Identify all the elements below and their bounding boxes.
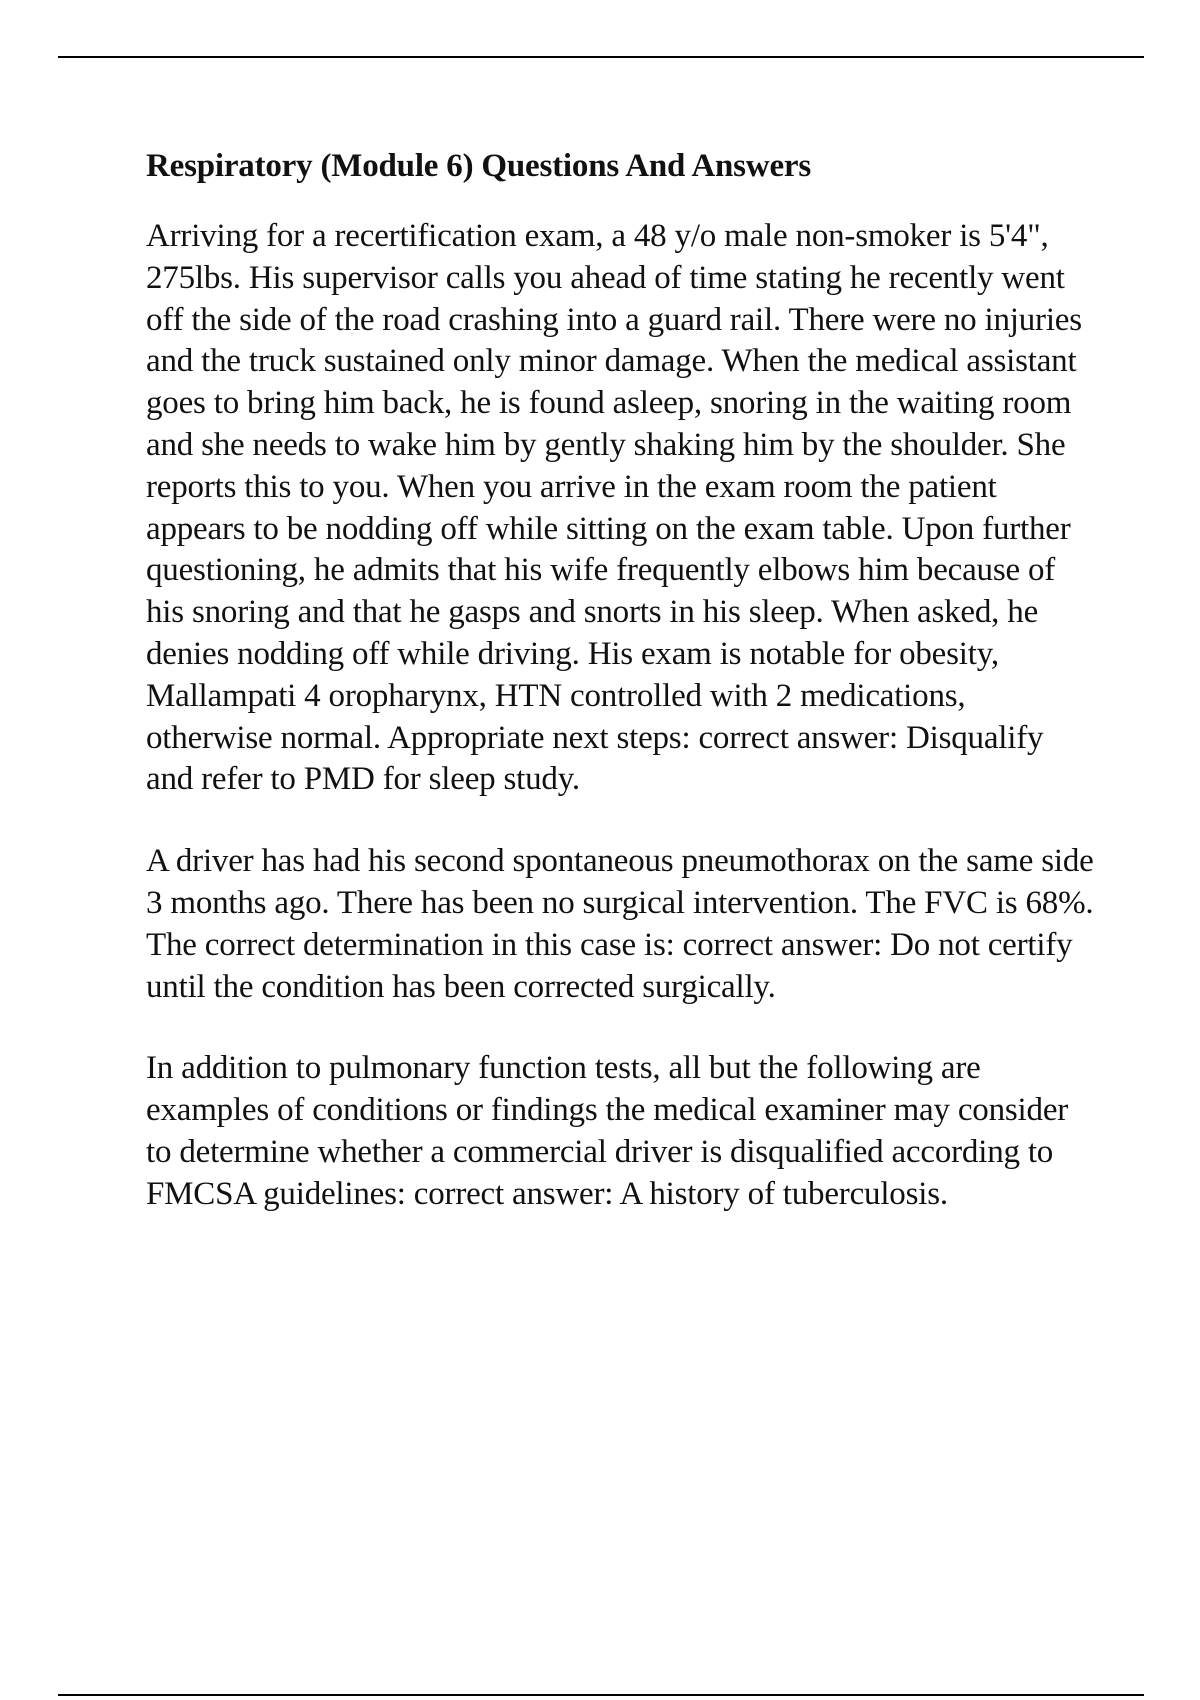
document-title: Respiratory (Module 6) Questions And Answers xyxy=(146,148,811,184)
footer-rule xyxy=(58,1694,1144,1696)
question-answer-3: In addition to pulmonary function tests, all but the following are examples of conditions or findings the medical examiner may consider to determine whether a commercial driver is disqualified according to FMCSA guidelines: correct answer: A history of tuberculosis. xyxy=(146,1050,1069,1212)
question-answer-2: A driver has had his second spontaneous pneumothorax on the same side 3 months ago. There has been no surgical intervention. The FVC is 68%. The correct determination in this case is: correct answer: Do not certify until the condition has been corrected surgically. xyxy=(146,843,1094,1005)
header-rule xyxy=(58,56,1144,58)
question-answer-1: Arriving for a recertification exam, a 48 y/o male non-smoker is 5'4", 275lbs. His supervisor calls you ahead of time stating he recently went off the side of the road crashing into a guard rail. There were no injuries and the truck sustained only minor damage. When the medical assistant goes to bring him back, he is found asleep, snoring in the waiting room and she needs to wake him by gently shaking him by the shoulder. She reports this to you. When you arrive in the exam room the patient appears to be nodding off while sitting on the exam table. Upon further questioning, he admits that his wife frequently elbows him because of his snoring and that he gasps and snorts in his sleep. When asked, he denies nodding off while driving. His exam is notable for obesity, Mallampati 4 oropharynx, HTN controlled with 2 medications, otherwise normal. Appropriate next steps: correct answer: Disqualify and refer to PMD for sleep study. xyxy=(146,218,1082,798)
document-body xyxy=(146,140,1096,1256)
